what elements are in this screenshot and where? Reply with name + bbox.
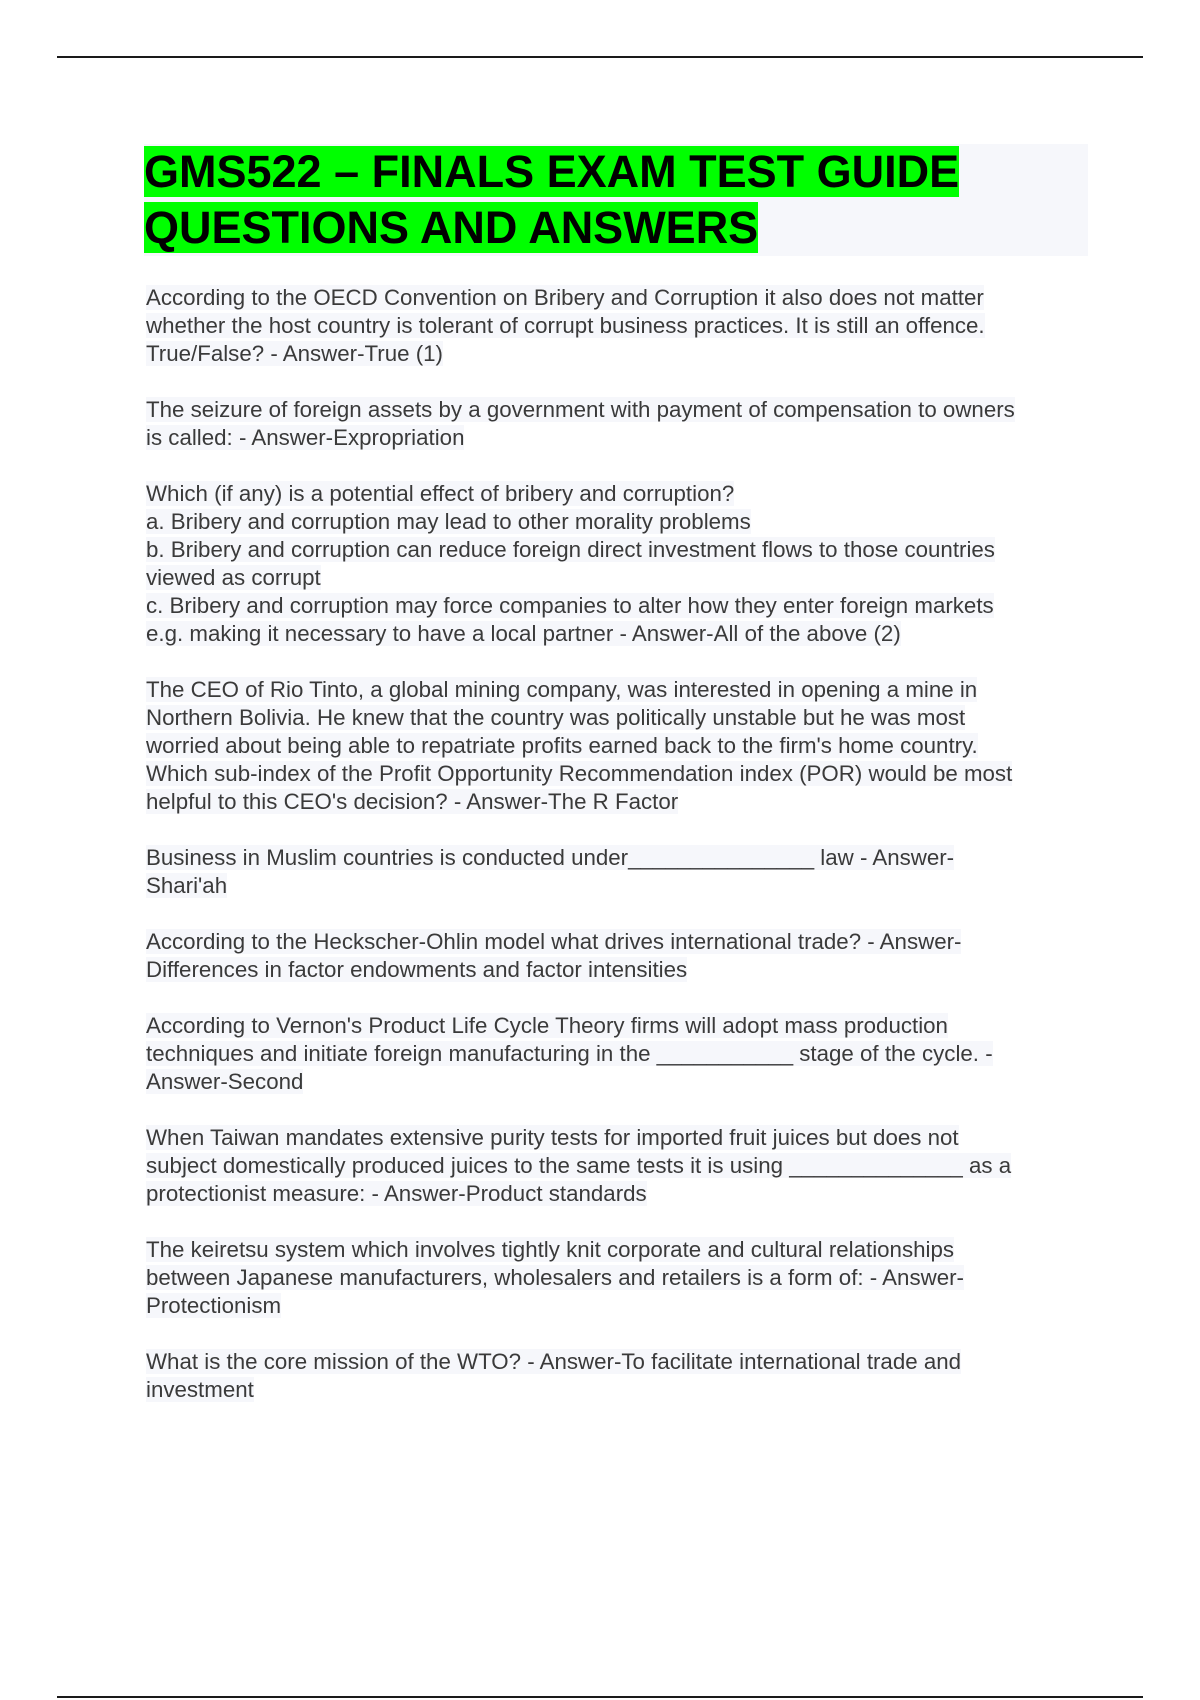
qa-item xyxy=(146,396,1091,452)
qa-line-text: protectionist measure: - Answer-Product standards xyxy=(146,1181,647,1206)
qa-line xyxy=(146,480,1091,508)
qa-line-text: Which sub-index of the Profit Opportunity Recommendation index (POR) would be most xyxy=(146,761,1013,786)
qa-item xyxy=(146,284,1091,368)
title-block xyxy=(144,144,1088,256)
title-line-1: GMS522 – FINALS EXAM TEST GUIDE xyxy=(144,146,960,197)
qa-line-text: Answer-Second xyxy=(146,1069,304,1094)
top-rule xyxy=(57,56,1143,58)
qa-line-text: According to the Heckscher-Ohlin model what drives international trade? - Answer- xyxy=(146,929,962,954)
qa-item xyxy=(146,1236,1091,1320)
qa-line-text: c. Bribery and corruption may force companies to alter how they enter foreign markets xyxy=(146,593,994,618)
qa-line-text: Protectionism xyxy=(146,1293,282,1318)
qa-line xyxy=(146,760,1091,788)
qa-line xyxy=(146,1040,1091,1068)
qa-line xyxy=(146,508,1091,536)
qa-line xyxy=(146,564,1091,592)
qa-line-text: The CEO of Rio Tinto, a global mining company, was interested in opening a mine in xyxy=(146,677,978,702)
qa-line xyxy=(146,956,1091,984)
qa-line-text: b. Bribery and corruption can reduce foreign direct investment flows to those countries xyxy=(146,537,995,562)
qa-item xyxy=(146,1348,1091,1404)
qa-line-text: between Japanese manufacturers, wholesalers and retailers is a form of: - Answer- xyxy=(146,1265,964,1290)
qa-line-text: True/False? - Answer-True (1) xyxy=(146,341,443,366)
qa-line xyxy=(146,732,1091,760)
qa-line xyxy=(146,928,1091,956)
bottom-rule xyxy=(57,1696,1143,1698)
qa-line xyxy=(146,424,1091,452)
qa-line-text: is called: - Answer-Expropriation xyxy=(146,425,465,450)
qa-item xyxy=(146,1124,1091,1208)
page-title xyxy=(144,144,1088,256)
qa-line xyxy=(146,1348,1091,1376)
qa-line xyxy=(146,396,1091,424)
qa-line-text: According to the OECD Convention on Bribery and Corruption it also does not matter xyxy=(146,285,984,310)
qa-line xyxy=(146,620,1091,648)
qa-line-text: Which (if any) is a potential effect of bribery and corruption? xyxy=(146,481,735,506)
qa-line xyxy=(146,1124,1091,1152)
qa-line-text: subject domestically produced juices to the same tests it is using ______________ as a xyxy=(146,1153,1012,1178)
qa-line xyxy=(146,1152,1091,1180)
qa-line xyxy=(146,284,1091,312)
qa-line xyxy=(146,844,1091,872)
qa-line xyxy=(146,704,1091,732)
qa-item xyxy=(146,928,1091,984)
qa-line-text: Shari'ah xyxy=(146,873,228,898)
qa-line-text: Differences in factor endowments and factor intensities xyxy=(146,957,688,982)
qa-item xyxy=(146,1012,1091,1096)
qa-line xyxy=(146,312,1091,340)
title-line-2: QUESTIONS AND ANSWERS xyxy=(144,202,759,253)
qa-line xyxy=(146,676,1091,704)
qa-line xyxy=(146,788,1091,816)
qa-item xyxy=(146,480,1091,648)
qa-line xyxy=(146,1012,1091,1040)
qa-line-text: a. Bribery and corruption may lead to other morality problems xyxy=(146,509,751,534)
qa-line-text: viewed as corrupt xyxy=(146,565,321,590)
qa-line xyxy=(146,1180,1091,1208)
qa-line-text: techniques and initiate foreign manufacturing in the ___________ stage of the cycle. - xyxy=(146,1041,993,1066)
qa-line-text: The seizure of foreign assets by a government with payment of compensation to owners xyxy=(146,397,1015,422)
qa-line-text: According to Vernon's Product Life Cycle Theory firms will adopt mass production xyxy=(146,1013,948,1038)
qa-line-text: worried about being able to repatriate profits earned back to the firm's home country. xyxy=(146,733,978,758)
qa-line xyxy=(146,872,1091,900)
qa-line xyxy=(146,1264,1091,1292)
qa-item xyxy=(146,844,1091,900)
qa-line xyxy=(146,592,1091,620)
qa-line xyxy=(146,1236,1091,1264)
qa-line-text: Business in Muslim countries is conducted under_______________ law - Answer- xyxy=(146,845,955,870)
qa-item xyxy=(146,676,1091,816)
qa-line xyxy=(146,536,1091,564)
qa-list xyxy=(146,284,1091,1432)
qa-line-text: What is the core mission of the WTO? - Answer-To facilitate international trade and xyxy=(146,1349,962,1374)
qa-line-text: The keiretsu system which involves tightly knit corporate and cultural relationships xyxy=(146,1237,955,1262)
qa-line-text: helpful to this CEO's decision? - Answer-The R Factor xyxy=(146,789,679,814)
qa-line-text: Northern Bolivia. He knew that the country was politically unstable but he was most xyxy=(146,705,966,730)
qa-line xyxy=(146,1376,1091,1404)
qa-line xyxy=(146,1292,1091,1320)
qa-line xyxy=(146,1068,1091,1096)
qa-line-text: When Taiwan mandates extensive purity tests for imported fruit juices but does not xyxy=(146,1125,959,1150)
qa-line-text: investment xyxy=(146,1377,254,1402)
qa-line-text: whether the host country is tolerant of corrupt business practices. It is still an offence. xyxy=(146,313,985,338)
qa-line xyxy=(146,340,1091,368)
qa-line-text: e.g. making it necessary to have a local partner - Answer-All of the above (2) xyxy=(146,621,901,646)
